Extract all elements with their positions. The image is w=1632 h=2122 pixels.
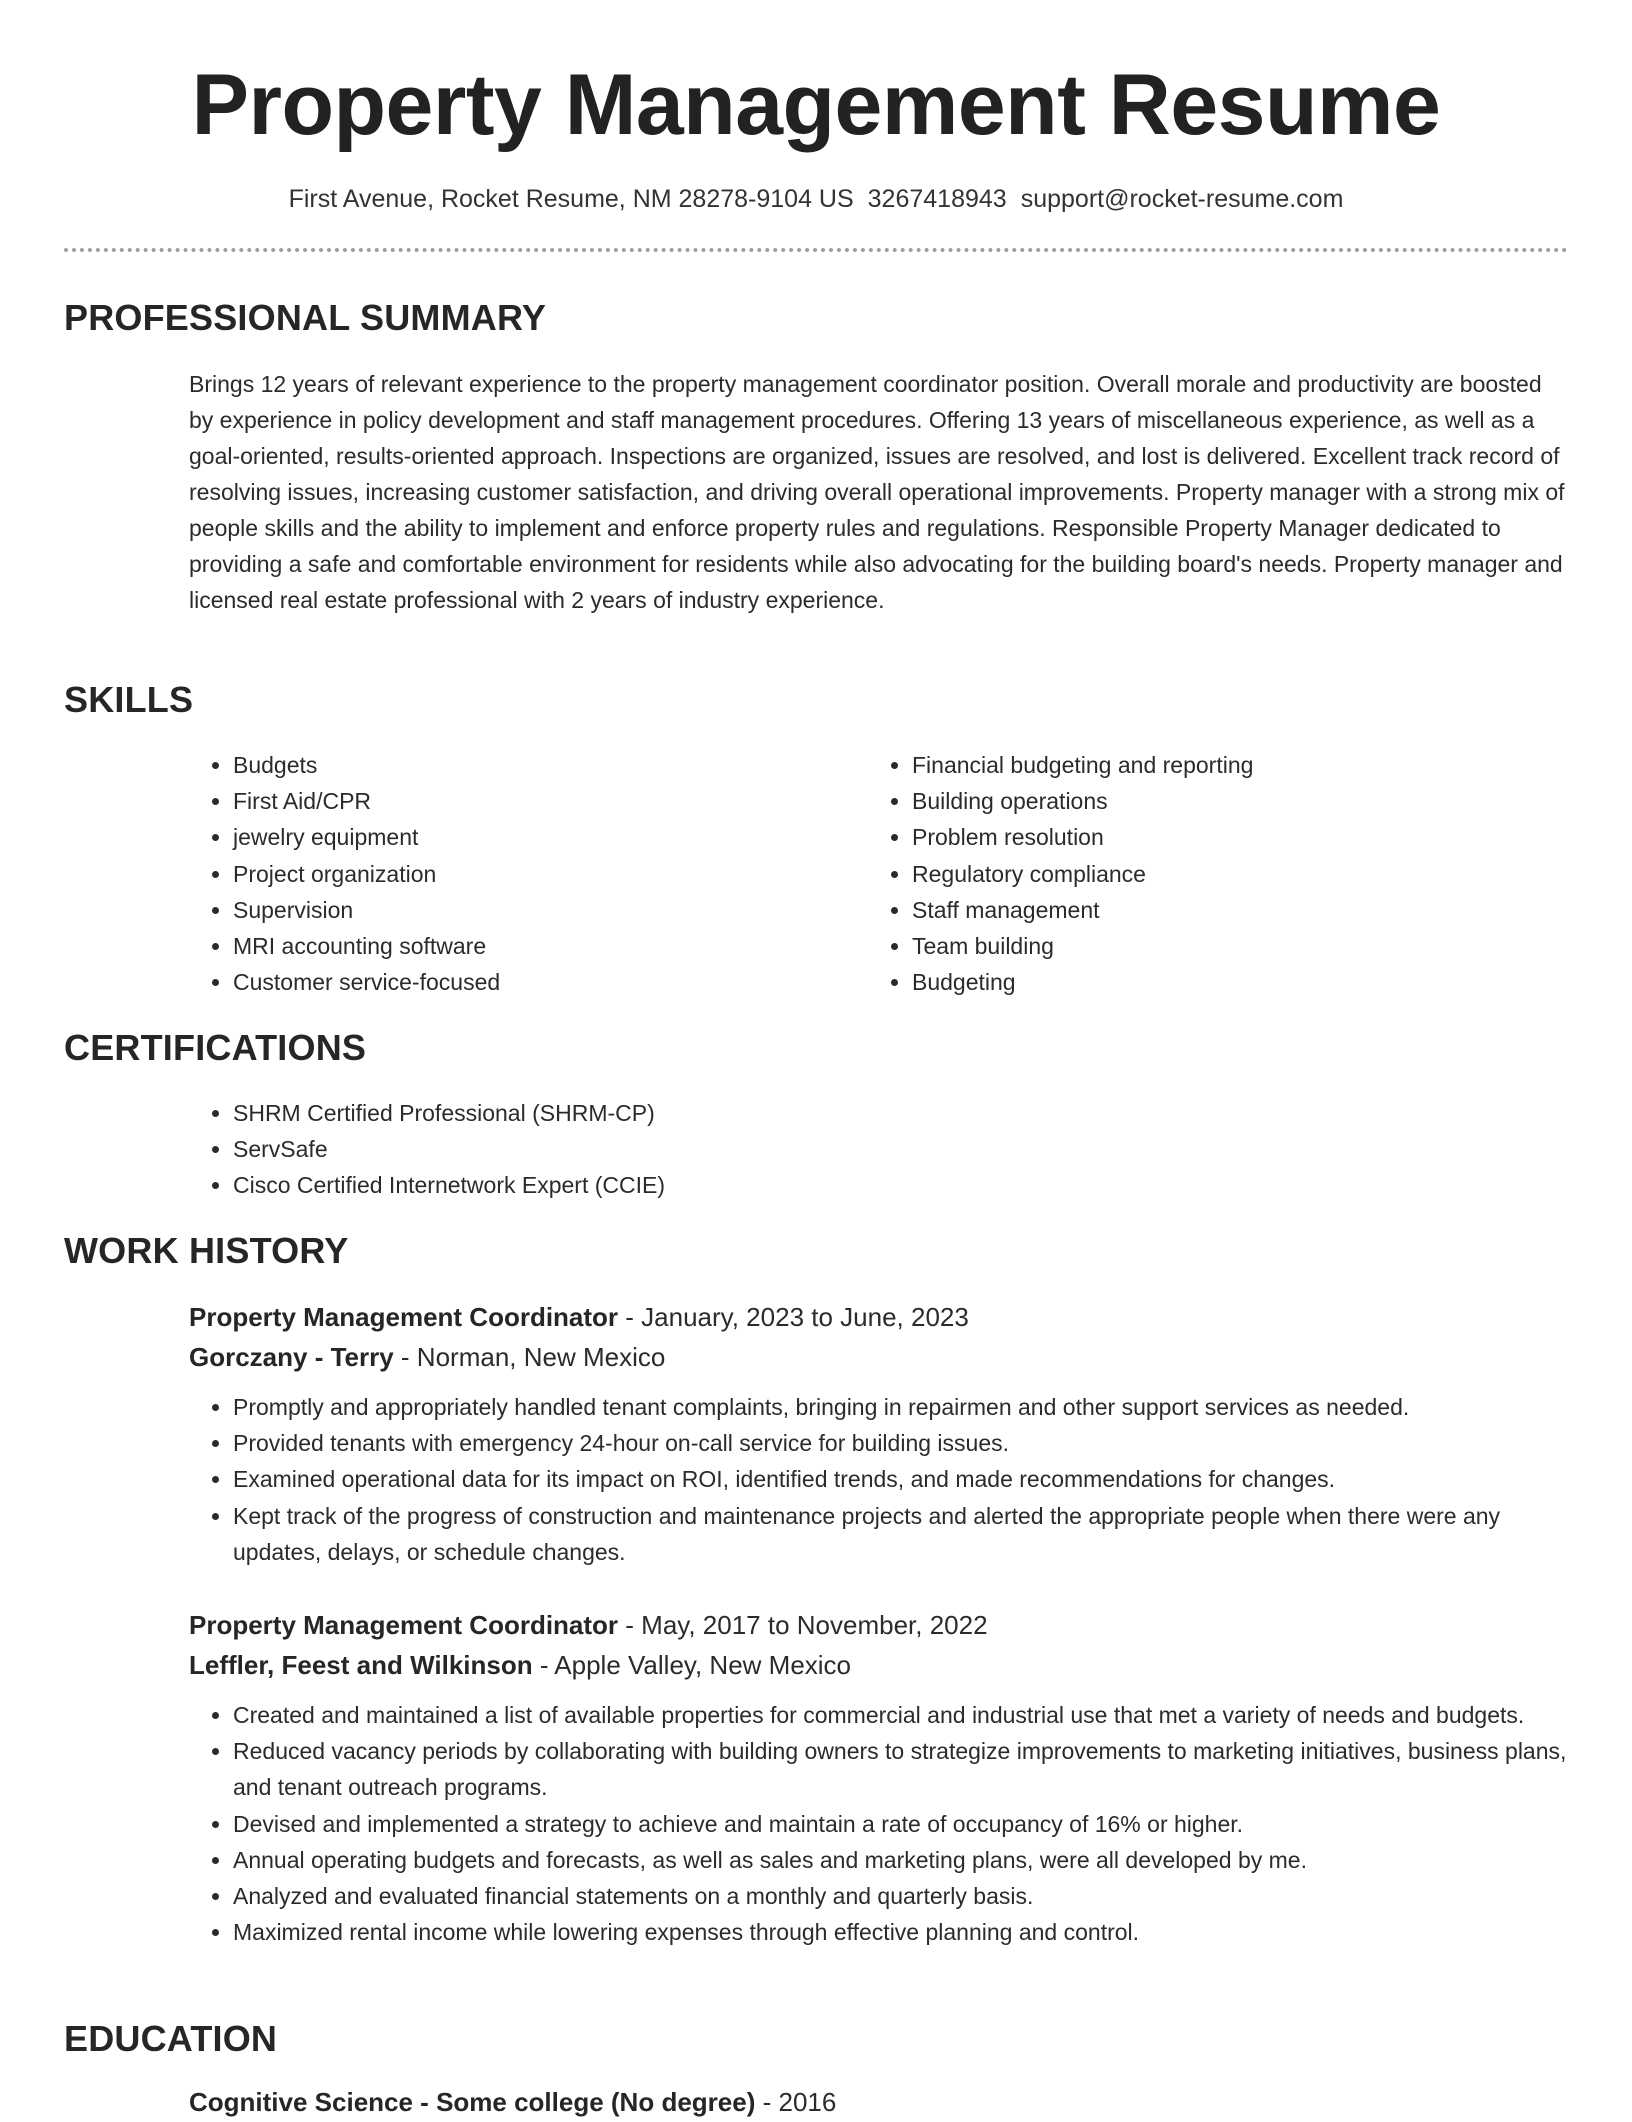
- skill-item: • Customer service-focused: [233, 964, 829, 1000]
- summary-text: Brings 12 years of relevant experience to the property management coordinator position. Overall morale and productivity are boosted by experience in policy development and staff management procedures. Offering 13 years of miscellaneous experience, as well as a goal-oriented, results-oriented approach. Inspections are organized, issues are resolved, and lost is delivered. Excellent track record of resolving issues, increasing customer satisfaction, and driving overall operational improvements. Property manager with a strong mix of people skills and the ability to implement and enforce property rules and regulations. Responsible Property Manager dedicated to providing a safe and comfortable environment for residents while also advocating for the building board's needs. Property manager and licensed real estate professional with 2 years of industry experience.: [189, 371, 1565, 613]
- certifications-block: [189, 1095, 1569, 1204]
- job-company: Leffler, Feest and Wilkinson: [189, 1650, 533, 1680]
- section-title-education: EDUCATION: [64, 2018, 278, 2059]
- job-bullet: • Devised and implemented a strategy to achieve and maintain a rate of occupancy of 16% or higher.: [233, 1806, 1569, 1842]
- job-bullet: • Maximized rental income while lowering expenses through effective planning and control.: [233, 1914, 1569, 1950]
- job-bullet: • Kept track of the progress of construction and maintenance projects and alerted the appropriate people when there were any updates, delays, or schedule changes.: [233, 1498, 1569, 1570]
- job-location: - Apple Valley, New Mexico: [532, 1650, 852, 1680]
- contact-email: support@rocket-resume.com: [1020, 185, 1344, 213]
- section-title-certifications: CERTIFICATIONS: [64, 1027, 367, 1068]
- resume-title: Property Management Resume: [191, 57, 1441, 153]
- job-bullets: [189, 1697, 1569, 1950]
- skill-item: • Problem resolution: [912, 819, 1548, 855]
- job-role: Property Management Coordinator: [189, 1302, 619, 1332]
- certification-item: • SHRM Certified Professional (SHRM-CP): [233, 1095, 1569, 1131]
- header-divider: [64, 248, 1568, 252]
- job-bullet: • Examined operational data for its impact on ROI, identified trends, and made recommendations for changes.: [233, 1461, 1569, 1497]
- job-dates: - May, 2017 to November, 2022: [618, 1610, 988, 1640]
- job-dates: - January, 2023 to June, 2023: [618, 1302, 969, 1332]
- section-title-summary: PROFESSIONAL SUMMARY: [64, 297, 547, 338]
- skill-item: • Budgets: [233, 747, 829, 783]
- job-company-line: [189, 1645, 1569, 1685]
- skills-column-left: [189, 747, 829, 1000]
- skill-item: • Supervision: [233, 892, 829, 928]
- education-entry: [189, 2082, 1569, 2122]
- job-bullet: • Created and maintained a list of available properties for commercial and industrial use that met a variety of needs and budgets.: [233, 1697, 1569, 1733]
- skills-list-left: [189, 747, 829, 1000]
- job-bullet: • Promptly and appropriately handled tenant complaints, bringing in repairmen and other support services as needed.: [233, 1389, 1569, 1425]
- section-title-skills: SKILLS: [64, 679, 194, 720]
- skill-item: • jewelry equipment: [233, 819, 829, 855]
- skills-column-right: [868, 747, 1548, 1000]
- job-bullet: • Provided tenants with emergency 24-hour on-call service for building issues.: [233, 1425, 1569, 1461]
- job-entry: [189, 1605, 1569, 1950]
- contact-phone: 3267418943: [867, 185, 1007, 213]
- skills-list-right: [868, 747, 1548, 1000]
- job-company-line: [189, 1337, 1569, 1377]
- skill-item: • Staff management: [912, 892, 1548, 928]
- education-line: [189, 2082, 1569, 2122]
- job-bullet: • Analyzed and evaluated financial statements on a monthly and quarterly basis.: [233, 1878, 1569, 1914]
- skill-item: • Building operations: [912, 783, 1548, 819]
- skill-item: • Financial budgeting and reporting: [912, 747, 1548, 783]
- skill-item: • Regulatory compliance: [912, 856, 1548, 892]
- job-bullet: • Reduced vacancy periods by collaborating with building owners to strategize improvements to marketing initiatives, business plans, and tenant outreach programs.: [233, 1733, 1569, 1805]
- section-title-work-history: WORK HISTORY: [64, 1230, 349, 1271]
- skill-item: • MRI accounting software: [233, 928, 829, 964]
- certifications-list: [189, 1095, 1569, 1204]
- certification-item: • ServSafe: [233, 1131, 1569, 1167]
- education-year: - 2016: [755, 2087, 837, 2117]
- skill-item: • First Aid/CPR: [233, 783, 829, 819]
- skill-item: • Budgeting: [912, 964, 1548, 1000]
- job-role: Property Management Coordinator: [189, 1610, 619, 1640]
- skill-item: • Project organization: [233, 856, 829, 892]
- job-location: - Norman, New Mexico: [393, 1342, 666, 1372]
- skill-item: • Team building: [912, 928, 1548, 964]
- job-company: Gorczany - Terry: [189, 1342, 394, 1372]
- job-title-line: [189, 1605, 1569, 1645]
- contact-info: [0, 184, 1632, 214]
- resume-header: [0, 0, 1632, 214]
- certification-item: • Cisco Certified Internetwork Expert (CCIE): [233, 1167, 1569, 1203]
- job-bullet: • Annual operating budgets and forecasts, as well as sales and marketing plans, were all developed by me.: [233, 1842, 1569, 1878]
- contact-address: First Avenue, Rocket Resume, NM 28278-9104 US: [288, 185, 854, 213]
- job-entry: [189, 1297, 1569, 1570]
- education-degree: Cognitive Science - Some college (No degree): [189, 2087, 756, 2117]
- job-title-line: [189, 1297, 1569, 1337]
- job-bullets: [189, 1389, 1569, 1570]
